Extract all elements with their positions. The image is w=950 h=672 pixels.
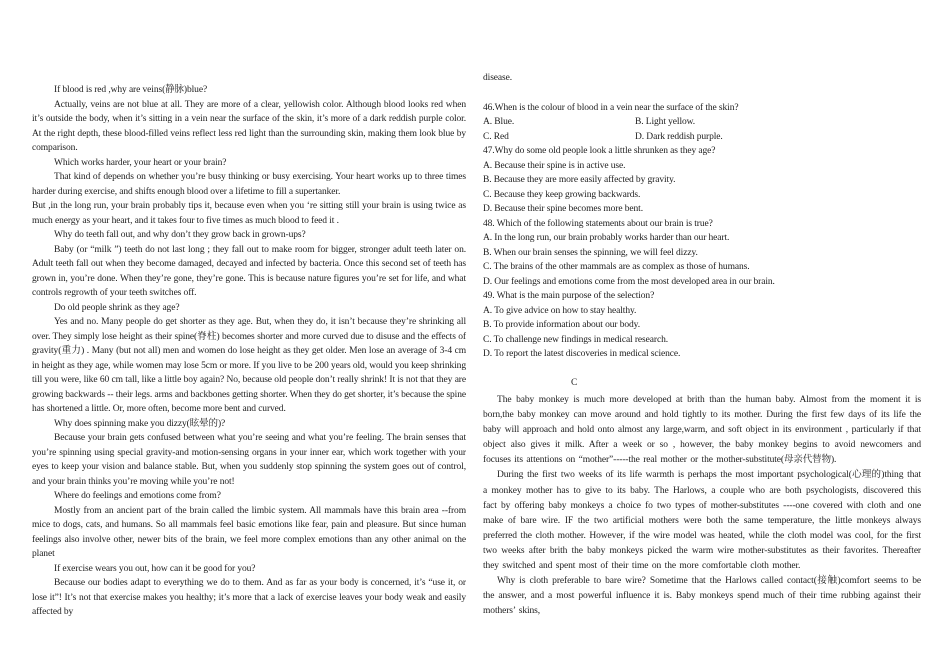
passage-c-block (483, 393, 921, 619)
passage-paragraph: Why does spinning make you dizzy(眩晕的)? (54, 418, 226, 429)
question-block (483, 289, 921, 362)
question-text: 46.When is the colour of blood in a vein near the surface of the skin? (483, 102, 739, 113)
passage-paragraph: Baby (or “milk ”) teeth do not last long ; they fall out to make room for bigger, stronger adult teeth later on. Adult teeth fall out when they become damaged, decayed and infected by bacteria. Once this second set of teeth has grown in, you’re done. When they’re gone, they’re gone. This is because nature figures you’re set for life, and what controls regrowth of your teeth switches off. (32, 244, 466, 298)
passage-paragraph: But ,in the long run, your brain probably tips it, because even when you ‘re sitting still your brain is using twice as much energy as your heart, and it takes four to five times as much blood to feed it . (32, 201, 466, 226)
question-text: 48. Which of the following statements about our brain is true? (483, 218, 713, 229)
answer-option: A. To give advice on how to stay healthy. (483, 305, 637, 316)
answer-option: D. To report the latest discoveries in medical science. (483, 349, 681, 359)
answer-option: C. To challenge new findings in medical research. (483, 334, 668, 345)
answer-option: C. Because they keep growing backwards. (483, 189, 641, 200)
passage-paragraph: That kind of depends on whether you’re busy thinking or busy exercising. Your heart works up to three times harder during exercise, and shifts enough blood over a lifetime to fill a supertanker. (32, 172, 466, 197)
option-row (483, 115, 921, 130)
passage-paragraph: Because your brain gets confused between what you’re seeing and what you’re feeling. The brain senses that you’re spinning using special gravity-and motion-sensing organs in your inner ear, which work together with your eyes to keep your vision and balance stable. But, when you suddenly stop spinning the system goes out of control, and your brain thinks you’re moving while you’re not! (32, 433, 466, 487)
section-c-heading: C (571, 377, 578, 388)
answer-option: C. The brains of the other mammals are as complex as those of humans. (483, 262, 750, 272)
answer-option: A. In the long run, our brain probably works harder than our heart. (483, 233, 730, 243)
answer-option: B. To provide information about our body. (483, 320, 640, 330)
answer-option: D. Our feelings and emotions come from the most developed area in our brain. (483, 276, 775, 287)
passage-paragraph: Actually, veins are not blue at all. They are more of a clear, yellowish color. Although blood looks red when it’s outside the body, when it’s sitting in a vein near the surface of the skin, it’s more of a dark reddish purple color. At the right depth, these blood-filled veins reflect less red light than the surrounding skin, making them look blue by comparison. (32, 99, 466, 153)
answer-option: B. When our brain senses the spinning, we will feel dizzy. (483, 247, 698, 258)
questions-column-right (483, 71, 921, 619)
option-row (483, 130, 921, 145)
question-text: 49. What is the main purpose of the selection? (483, 291, 655, 301)
passage-column-left (32, 83, 466, 620)
passage-paragraph: If exercise wears you out, how can it be good for you? (54, 563, 256, 574)
passage-c-paragraph: Why is cloth preferable to bare wire? Sometime that the Harlows called contact(接触)comfort seems to be the answer, and a most powerful influence it is. Baby monkeys spend much of their time rubbing against their mothers’ skins, (483, 576, 921, 617)
answer-option: B. Light yellow. (635, 117, 696, 127)
passage-c-paragraph: During the first two weeks of its life warmth is perhaps the most important psychological(心理的)thing that a monkey mother has to give to its baby. The Harlows, a couple who are both psychologists, discovered this fact by offering baby monkeys a choice fo two types of mother-substitutes ----one covered with cloth and one make of bare wire. IF the two artificial mothers were both the same temperature, the little monkeys always preferred the cloth mother. However, if the wire model was heated, while the cloth model was cool, for the first two weeks after brith the baby monkeys picked the warm wire mother-substitutes as their favorites. Thereafter they switched and spent most of their time on the more comfortable cloth mother. (483, 470, 921, 572)
questions-block (483, 101, 921, 362)
question-block (483, 101, 921, 145)
passage-continuation-line: disease. (483, 73, 513, 83)
passage-paragraph: Yes and no. Many people do get shorter as they age. But, when they do, it isn’t because they’re shrinking all over. They simply lose height as their spine(脊柱) becomes shorter and more curved due to disuse and the effects of gravity(重力) . Many (but not all) men and women do lose height as they get older. Men lose an average of 3-4 cm in height as they age, while women may lose 5cm or more. If you live to be 200 years old, would you keep shrinking till you were, like 60 cm tall, like a little boy again? No, because old people don’t really shrink! It is not that they are growing backwards -- their legs. arms and backbones getting shorter. When they do get shorter, it’s because the spine has shortened a little. Or, more often, become more bent and curved. (32, 317, 466, 414)
passage-paragraph: Why do teeth fall out, and why don’t they grow back in grown-ups? (54, 230, 306, 240)
passage-paragraph: Do old people shrink as they age? (54, 302, 180, 313)
question-block (483, 144, 921, 217)
question-text: 47.Why do some old people look a little shrunken as they age? (483, 146, 716, 156)
answer-option: D. Because their spine becomes more bent. (483, 204, 643, 214)
answer-option: C. Red (483, 131, 509, 142)
answer-option: B. Because they are more easily affected by gravity. (483, 175, 676, 185)
passage-paragraph: Which works harder, your heart or your brain? (54, 157, 227, 168)
passage-paragraph: Because our bodies adapt to everything we do to them. And as far as your body is concerned, it’s “use it, or lose it”! It’s not that exercise makes you healthy; it’s more that a lack of exercise leaves your body weak and easily affected by (32, 578, 466, 617)
question-block (483, 217, 921, 290)
answer-option: D. Dark reddish purple. (635, 131, 723, 142)
passage-paragraph: Where do feelings and emotions come from? (54, 491, 221, 501)
answer-option: A. Blue. (483, 117, 515, 127)
passage-paragraph: Mostly from an ancient part of the brain called the limbic system. All mammals have this brain area --from mice to dogs, cats, and humans. So all mammals feel basic emotions like fear, pain and pleasure. But since human feelings also involve other, newer bits of the brain, we feel more complex emotions than any other animal on the planet (32, 505, 466, 559)
passage-c-paragraph: The baby monkey is much more developed at brith than the human baby. Almost from the moment it is born,the baby monkey can move around and hold tightly to its mother. During the first few days of its life the baby will approach and hold onto almost any large,warm, and soft object in its environment , particularly if that object also gives it milk. After a week or so , however, the baby monkey begins to avoid newcomers and focuses its attentions on “mother”-----the real mother or the mother-substitute(母亲代替物). (483, 395, 921, 466)
passage-paragraph: If blood is red ,why are veins(静脉)blue? (54, 85, 208, 95)
answer-option: A. Because their spine is in active use. (483, 160, 626, 171)
